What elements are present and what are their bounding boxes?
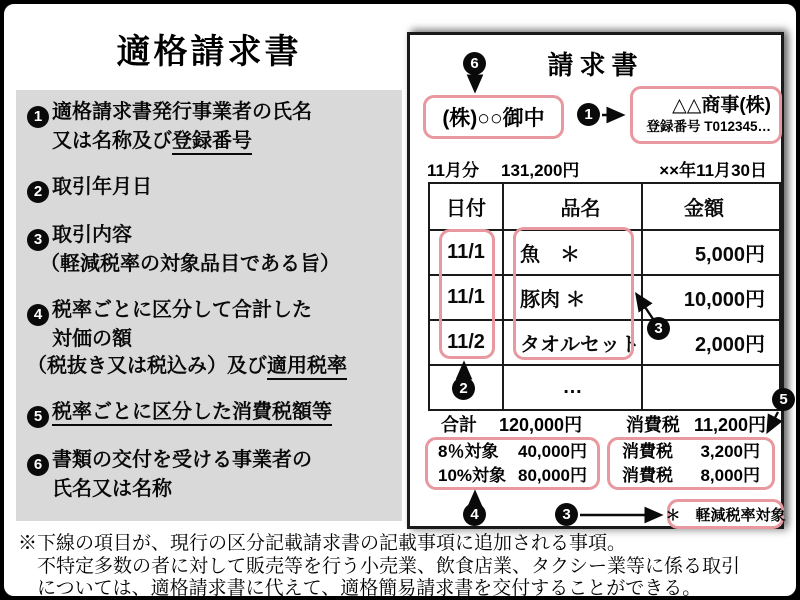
tax-label: 消費税: [625, 415, 680, 435]
issuer-registration-number: 登録番号 T012345…: [646, 119, 771, 134]
totals-line: [441, 411, 766, 437]
item-number-badge: 2: [27, 181, 49, 203]
requirements-panel: [16, 90, 402, 521]
item-number-badge: 3: [27, 229, 49, 251]
header-date: 日付: [429, 183, 503, 230]
requirement-line: [27, 399, 398, 428]
requirement-line: （税抜き又は税込み）及び適用税率: [27, 353, 398, 380]
invoice-title: 請求書: [547, 50, 644, 80]
underlined-term: 適用税率: [267, 355, 347, 380]
billing-total-amount: 131,200円: [500, 161, 580, 180]
requirement-line: 2 取引年月日: [27, 174, 398, 203]
requirement-item-5: [27, 399, 398, 428]
tax8-row: 消費税 3,200円: [622, 441, 760, 461]
item-number-badge: 6: [27, 454, 49, 476]
table-row: 11/1 魚 ＊ 5,000円: [429, 230, 780, 275]
table-row: …: [429, 365, 780, 410]
item-number-badge: 4: [27, 304, 49, 326]
requirement-line: 4 税率ごとに区分して合計した: [27, 297, 398, 326]
date-highlight-box: [439, 229, 495, 359]
item-number-badge: 5: [27, 406, 49, 428]
tax10-row: 消費税 8,000円: [622, 465, 760, 485]
item-number-badge: 1: [27, 106, 49, 128]
requirement-line: （軽減税率の対象品目である旨）: [40, 253, 340, 275]
table-header-row: [429, 183, 780, 230]
requirement-item-2: [27, 174, 398, 203]
rate10-row: 10%対象 80,000円: [438, 465, 587, 485]
annotation-badge-3-items: 3: [647, 317, 670, 340]
annotation-badge-6: 6: [463, 52, 486, 75]
annotation-badge-5: 5: [772, 388, 795, 411]
total-label: 合計: [441, 415, 477, 435]
annotation-badge-1: 1: [577, 103, 600, 126]
table-row: 11/1 豚肉 ＊ 10,000円: [429, 275, 780, 320]
requirement-item-6: [27, 447, 398, 503]
recipient-box: (株)○○御中: [423, 95, 564, 139]
requirement-line: 6 書類の交付を受ける事業者の: [27, 447, 398, 476]
footnote: [18, 533, 793, 600]
item-highlight-box: [513, 227, 634, 360]
annotation-badge-2: 2: [452, 377, 475, 400]
requirement-item-1: [27, 99, 398, 155]
arrow-5-to-tax-box: [768, 412, 778, 431]
requirement-line: 氏名又は名称: [52, 478, 172, 500]
issuer-box: [630, 86, 782, 144]
requirement-item-4: [27, 297, 398, 380]
total-value: 120,000円: [499, 415, 583, 435]
tax-value: 11,200円: [693, 415, 766, 435]
requirement-line: 1 適格請求書発行事業者の氏名: [27, 99, 398, 128]
invoice-example-panel: [407, 32, 788, 529]
footnote-line-2: 不特定多数の者に対して販売等を行う小売業、飲食店業、タクシー業等に係る取引: [37, 555, 741, 577]
header-amount: 金額: [642, 183, 780, 230]
rate-breakdown-box: [425, 437, 600, 490]
issue-date: ××年11月30日: [659, 161, 767, 180]
footnote-line-1: ※下線の項目が、現行の区分記載請求書の記載事項に追加される事項。: [18, 533, 627, 554]
footnote-line-3: については、適格請求書に代えて、適格簡易請求書を交付することができる。: [37, 578, 702, 599]
requirement-line: 対価の額: [52, 328, 132, 350]
tax-breakdown-box: [607, 437, 775, 490]
billing-period-line: [427, 156, 767, 181]
header-item: 品名: [503, 183, 642, 230]
underlined-term: 税率ごとに区分した消費税額等: [52, 401, 332, 426]
billing-period: 11月分: [427, 161, 479, 180]
rate8-row: 8％対象 40,000円: [438, 441, 587, 461]
table-row: 11/2 タオルセット 2,000円: [429, 320, 780, 365]
annotation-badge-3-note: 3: [555, 503, 578, 526]
annotation-badge-4: 4: [463, 503, 486, 526]
issuer-name: △△商事(株): [672, 95, 771, 116]
requirement-item-3: [27, 222, 398, 278]
requirement-line: 3 取引内容: [27, 222, 398, 251]
requirement-line: 又は名称及び登録番号: [27, 128, 398, 155]
underlined-term: 登録番号: [172, 130, 252, 155]
page-title: 適格請求書: [116, 33, 302, 71]
reduced-tax-note-box: ＊ 軽減税率対象: [667, 499, 784, 529]
